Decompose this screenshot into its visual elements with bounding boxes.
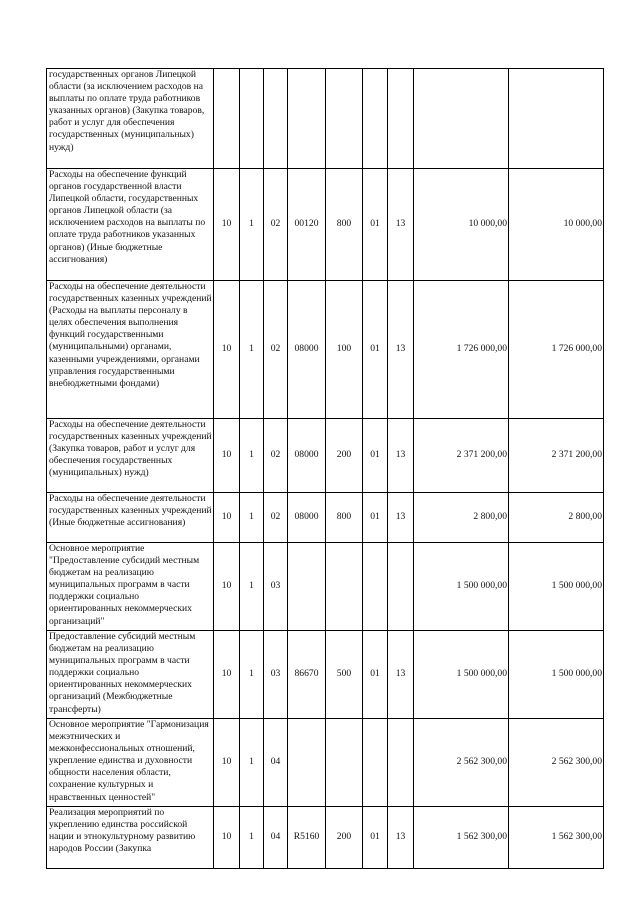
code-cell: 13 xyxy=(388,631,414,719)
code-cell: 800 xyxy=(326,169,363,281)
code-cell: 03 xyxy=(264,631,288,719)
table-row xyxy=(47,807,604,869)
code-cell: 03 xyxy=(264,543,288,631)
code-cell: 800 xyxy=(326,493,363,543)
row-description: Основное мероприятие "Гармонизация межэтнических и межконфессиональных отношений, укрепление единства и духовности общности населения области, сохранение культурных и нравственных ценностей" xyxy=(47,719,214,807)
code-cell: 1 xyxy=(240,631,264,719)
code-cell: 500 xyxy=(326,631,363,719)
table-row xyxy=(47,719,604,807)
budget-table xyxy=(46,68,604,869)
code-cell xyxy=(363,543,388,631)
row-description xyxy=(47,807,214,869)
amount-cell: 1 500 000,00 xyxy=(414,631,509,719)
code-cell: 100 xyxy=(326,281,363,419)
code-cell: 08000 xyxy=(288,281,326,419)
code-cell: 10 xyxy=(214,543,240,631)
amount-cell: 2 371 200,00 xyxy=(414,419,509,493)
amount-cell: 1 562 300,00 xyxy=(414,807,509,869)
code-cell: 200 xyxy=(326,807,363,869)
code-cell xyxy=(240,69,264,169)
row-description: Расходы на обеспечение деятельности государственных казенных учреждений (Иные бюджетные ассигнования) xyxy=(47,493,214,543)
code-cell: 00120 xyxy=(288,169,326,281)
code-cell xyxy=(326,543,363,631)
code-cell xyxy=(363,719,388,807)
code-cell: 13 xyxy=(388,281,414,419)
code-cell xyxy=(388,69,414,169)
amount-cell: 1 500 000,00 xyxy=(414,543,509,631)
row-description: Основное мероприятие "Предоставление субсидий местным бюджетам на реализацию муниципальных программ в части поддержки социально ориентированных некоммерческих организаций" xyxy=(47,543,214,631)
amount-cell: 2 800,00 xyxy=(414,493,509,543)
code-cell: 200 xyxy=(326,419,363,493)
code-cell: 1 xyxy=(240,493,264,543)
code-cell: 08000 xyxy=(288,419,326,493)
code-cell xyxy=(288,543,326,631)
table-row xyxy=(47,169,604,281)
amount-cell: 2 371 200,00 xyxy=(509,419,604,493)
code-cell xyxy=(388,719,414,807)
code-cell: 1 xyxy=(240,169,264,281)
code-cell: 13 xyxy=(388,419,414,493)
code-cell: 10 xyxy=(214,281,240,419)
code-cell: 02 xyxy=(264,419,288,493)
code-cell: 04 xyxy=(264,719,288,807)
row-description: Предоставление субсидий местным бюджетам на реализацию муниципальных программ в части поддержки социально ориентированных некоммерческих организаций (Межбюджетные трансферты) xyxy=(47,631,214,719)
code-cell: 13 xyxy=(388,169,414,281)
row-description: Расходы на обеспечение деятельности государственных казенных учреждений (Расходы на выплаты персоналу в целях обеспечения выполнения функций государственными (муниципальными) органами, казенными учреждениями, органами управления государственными внебюджетными фондами) xyxy=(47,281,214,419)
code-cell xyxy=(288,69,326,169)
row-description: Расходы на обеспечение деятельности государственных казенных учреждений (Закупка товаров, работ и услуг для обеспечения государственных (муниципальных) нужд) xyxy=(47,419,214,493)
table-row xyxy=(47,281,604,419)
amount-cell: 1 726 000,00 xyxy=(414,281,509,419)
code-cell: 01 xyxy=(363,419,388,493)
code-cell: 1 xyxy=(240,719,264,807)
code-cell: 1 xyxy=(240,807,264,869)
code-cell: 01 xyxy=(363,493,388,543)
code-cell xyxy=(326,69,363,169)
code-cell: 04 xyxy=(264,807,288,869)
amount-cell: 1 500 000,00 xyxy=(509,631,604,719)
amount-cell: 10 000,00 xyxy=(509,169,604,281)
code-cell: 10 xyxy=(214,419,240,493)
code-cell xyxy=(264,69,288,169)
table-row xyxy=(47,69,604,169)
code-cell xyxy=(326,719,363,807)
code-cell: 10 xyxy=(214,631,240,719)
code-cell: 10 xyxy=(214,169,240,281)
amount-cell: 2 562 300,00 xyxy=(509,719,604,807)
code-cell: 08000 xyxy=(288,493,326,543)
code-cell: 10 xyxy=(214,719,240,807)
code-cell: 1 xyxy=(240,543,264,631)
code-cell xyxy=(214,69,240,169)
amount-cell: 10 000,00 xyxy=(414,169,509,281)
amount-cell xyxy=(414,69,509,169)
code-cell: 02 xyxy=(264,281,288,419)
code-cell: R5160 xyxy=(288,807,326,869)
code-cell: 1 xyxy=(240,281,264,419)
code-cell: 86670 xyxy=(288,631,326,719)
amount-cell xyxy=(509,69,604,169)
code-cell xyxy=(363,69,388,169)
amount-cell: 1 562 300,00 xyxy=(509,807,604,869)
code-cell: 02 xyxy=(264,493,288,543)
table-row xyxy=(47,543,604,631)
code-cell xyxy=(288,719,326,807)
row-description: государственных органов Липецкой области (за исключением расходов на выплаты по оплате труда работников указанных органов) (Закупка товаров, работ и услуг для обеспечения государственных (муниципальных) нужд) xyxy=(47,69,214,169)
code-cell: 10 xyxy=(214,807,240,869)
table-row xyxy=(47,631,604,719)
code-cell: 01 xyxy=(363,281,388,419)
code-cell: 13 xyxy=(388,807,414,869)
table-row xyxy=(47,419,604,493)
amount-cell: 1 726 000,00 xyxy=(509,281,604,419)
code-cell: 01 xyxy=(363,169,388,281)
code-cell: 01 xyxy=(363,631,388,719)
code-cell: 10 xyxy=(214,493,240,543)
amount-cell: 2 800,00 xyxy=(509,493,604,543)
amount-cell: 2 562 300,00 xyxy=(414,719,509,807)
amount-cell: 1 500 000,00 xyxy=(509,543,604,631)
code-cell xyxy=(388,543,414,631)
code-cell: 13 xyxy=(388,493,414,543)
code-cell: 02 xyxy=(264,169,288,281)
code-cell: 1 xyxy=(240,419,264,493)
row-description-text: Реализация мероприятий по укреплению единства российской нации и этнокультурному развитию народов России (Закупка xyxy=(49,807,196,855)
table-row xyxy=(47,493,604,543)
row-description: Расходы на обеспечение функций органов государственной власти Липецкой области, государственных органов Липецкой области (за исключением расходов на выплаты по оплате труда работников указанных органов) (Иные бюджетные ассигнования) xyxy=(47,169,214,281)
code-cell: 01 xyxy=(363,807,388,869)
